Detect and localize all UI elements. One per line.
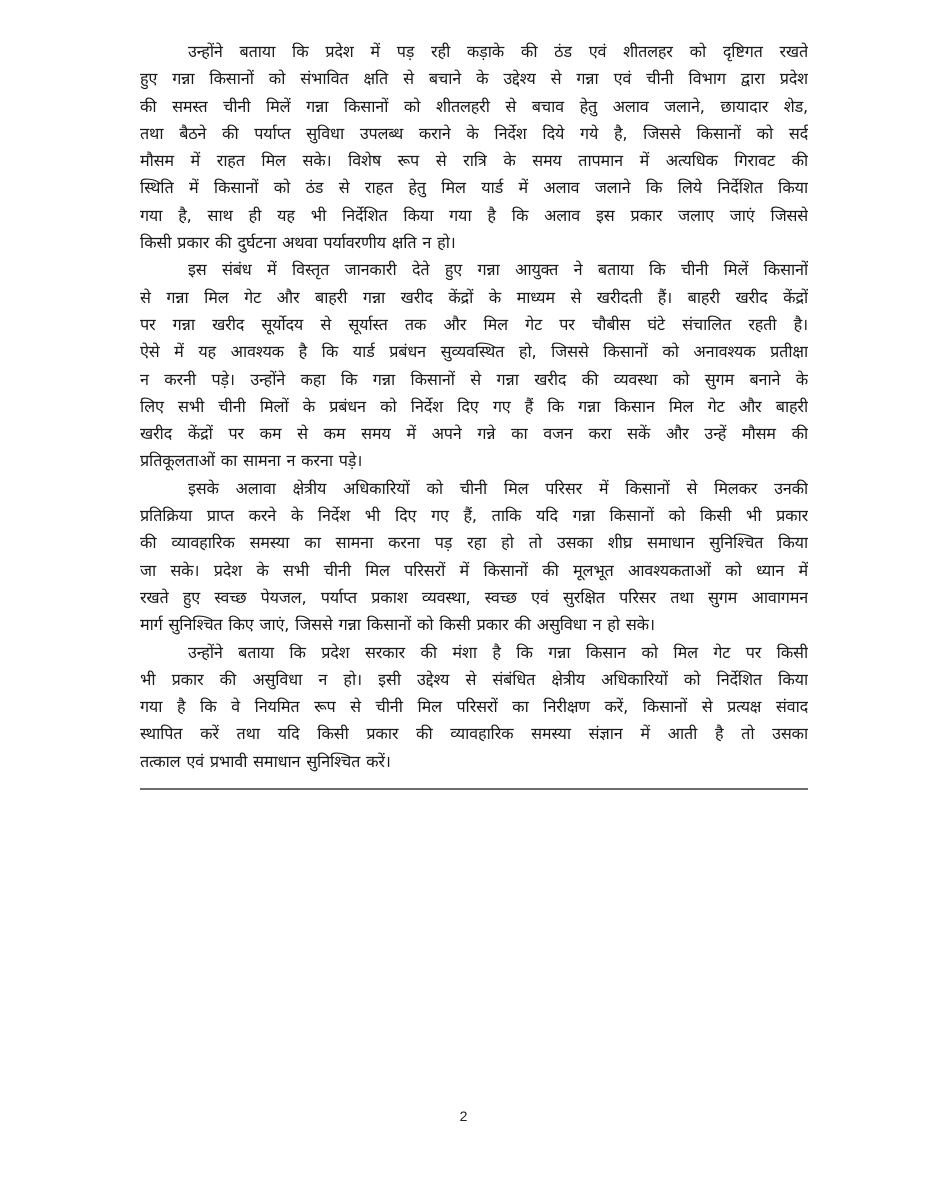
text-line: जा सके। प्रदेश के सभी चीनी मिल परिसरों में किसानों की मूलभूत आवश्यकताओं को ध्यान में — [140, 560, 808, 580]
document-body — [140, 38, 808, 775]
text-line: इस संबंध में विस्तृत जानकारी देते हुए गन्ना आयुक्त ने बताया कि चीनी मिलें किसानों — [188, 260, 808, 280]
paragraph-4 — [140, 639, 808, 775]
text-line: मौसम में राहत मिल सके। विशेष रूप से रात्रि के समय तापमान में अत्यधिक गिरावट की — [140, 151, 808, 171]
text-line: तत्काल एवं प्रभावी समाधान सुनिश्चित करें। — [140, 751, 391, 771]
text-line: लिए सभी चीनी मिलों के प्रबंधन को निर्देश दिए गए हैं कि गन्ना किसान मिल गेट और बाहरी — [140, 396, 808, 416]
paragraph-3 — [140, 475, 808, 639]
text-line: भी प्रकार की असुविधा न हो। इसी उद्देश्य से संबंधित क्षेत्रीय अधिकारियों को निर्देशित किया — [140, 669, 808, 689]
text-line: प्रतिक्रिया प्राप्त करने के निर्देश भी दिए गए हैं, ताकि यदि गन्ना किसानों को किसी भी प्रकार — [140, 506, 808, 526]
text-line: किसी प्रकार की दुर्घटना अथवा पर्यावरणीय क्षति न हो। — [140, 233, 456, 253]
text-line: उन्होंने बताया कि प्रदेश सरकार की मंशा है कि गन्ना किसान को मिल गेट पर किसी — [188, 642, 808, 662]
text-line: प्रतिकूलताओं का सामना न करना पड़े। — [140, 451, 363, 471]
text-line: से गन्ना मिल गेट और बाहरी गन्ना खरीद केंद्रों के माध्यम से खरीदती हैं। बाहरी खरीद केंद्रों — [140, 287, 808, 307]
text-line: हुए गन्ना किसानों को संभावित क्षति से बचाने के उद्देश्य से गन्ना एवं चीनी विभाग द्वारा प्रदेश — [140, 69, 808, 89]
text-line: ऐसे में यह आवश्यक है कि यार्ड प्रबंधन सुव्यवस्थित हो, जिससे किसानों को अनावश्यक प्रतीक्षा — [140, 342, 808, 362]
text-line: की व्यावहारिक समस्या का सामना करना पड़ रहा हो तो उसका शीघ्र समाधान सुनिश्चित किया — [140, 533, 808, 553]
text-line: न करनी पड़े। उन्होंने कहा कि गन्ना किसानों से गन्ना खरीद की व्यवस्था को सुगम बनाने के — [140, 369, 808, 389]
horizontal-divider — [140, 788, 808, 790]
paragraph-2 — [140, 256, 808, 474]
text-line: रखते हुए स्वच्छ पेयजल, पर्याप्त प्रकाश व्यवस्था, स्वच्छ एवं सुरक्षित परिसर तथा सुगम आवागमन — [140, 587, 808, 607]
text-line: की समस्त चीनी मिलें गन्ना किसानों को शीतलहरी से बचाव हेतु अलाव जलाने, छायादार शेड, — [140, 96, 808, 116]
text-line: स्थिति में किसानों को ठंड से राहत हेतु मिल यार्ड में अलाव जलाने कि लिये निर्देशित किया — [140, 178, 808, 198]
page-number: 2 — [459, 1108, 468, 1124]
paragraph-1 — [140, 38, 808, 256]
text-line: खरीद केंद्रों पर कम से कम समय में अपने गन्ने का वजन करा सकें और उन्हें मौसम की — [140, 424, 808, 444]
text-line: उन्होंने बताया कि प्रदेश में पड़ रही कड़ाके की ठंड एवं शीतलहर को दृष्टिगत रखते — [188, 42, 808, 61]
text-line: पर गन्ना खरीद सूर्योदय से सूर्यास्त तक और मिल गेट पर चौबीस घंटे संचालित रहती है। — [140, 314, 808, 334]
text-line: इसके अलावा क्षेत्रीय अधिकारियों को चीनी मिल परिसर में किसानों से मिलकर उनकी — [188, 478, 808, 498]
text-line: मार्ग सुनिश्चित किए जाएं, जिससे गन्ना किसानों को किसी प्रकार की असुविधा न हो सके। — [140, 615, 655, 635]
text-line: तथा बैठने की पर्याप्त सुविधा उपलब्ध कराने के निर्देश दिये गये है, जिससे किसानों को सर्द — [140, 123, 808, 143]
text-line: स्थापित करें तथा यदि किसी प्रकार की व्यावहारिक समस्या संज्ञान में आती है तो उसका — [140, 724, 808, 744]
text-line: गया है, साथ ही यह भी निर्देशित किया गया है कि अलाव इस प्रकार जलाए जाएं जिससे — [140, 205, 808, 225]
text-line: गया है कि वे नियमित रूप से चीनी मिल परिसरों का निरीक्षण करें, किसानों से प्रत्यक्ष संवाद — [140, 697, 808, 717]
